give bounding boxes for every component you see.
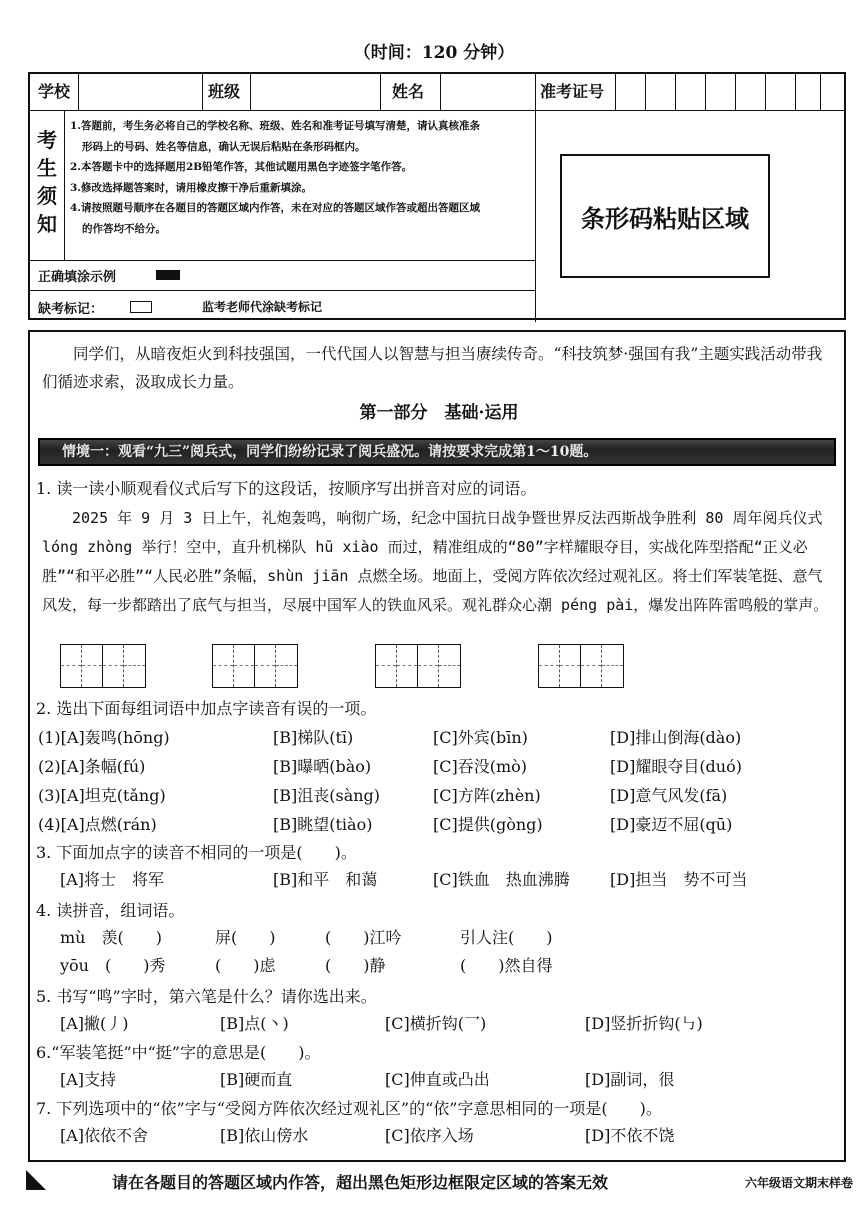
q4-blank[interactable]: 屏( ) [215,928,276,947]
divider [615,74,616,110]
answer-grid-4[interactable] [538,644,624,688]
q5-option[interactable]: [A]撇(丿) [60,1014,129,1033]
q2-option[interactable]: (2)[A]条幅(fú) [38,757,146,776]
q2-option[interactable]: (4)[A]点燃(rán) [38,815,157,834]
notice-line: 3.修改选择题答案时，请用橡皮擦干净后重新填涂。 [70,181,312,194]
exam-no-label: 准考证号 [540,82,605,101]
divider [380,74,381,110]
q7-option[interactable]: [A]依依不舍 [60,1126,149,1145]
notice-line: 形码上的号码、姓名等信息，确认无误后粘贴在条形码框内。 [82,140,366,153]
divider [820,74,821,110]
divider [30,290,535,291]
fill-example-label: 正确填涂示例 [38,270,117,285]
barcode-area: 条形码粘贴区域 [560,154,770,278]
q6-option[interactable]: [D]副词，很 [585,1070,675,1089]
divider [535,74,536,322]
divider [735,74,736,110]
q6-option[interactable]: [B]硬而直 [220,1070,293,1089]
q5-option[interactable]: [D]竖折折钩(㇉) [585,1014,703,1033]
divider [64,110,65,260]
q3-stem: 3. 下面加点字的读音不相同的一项是( )。 [36,843,357,862]
q2-option[interactable]: [B]梯队(tī) [273,728,354,747]
class-field[interactable] [250,74,380,110]
school-label: 学校 [38,82,71,101]
q2-option[interactable]: [C]吞没(mò) [433,757,528,776]
q4-stem: 4. 读拼音，组词语。 [36,901,185,920]
q2-option[interactable]: (3)[A]坦克(tǎng) [38,786,166,805]
q1-stem: 1. 读一读小顺观看仪式后写下的这段话，按顺序写出拼音对应的词语。 [36,479,537,498]
filled-mark-example [156,270,180,280]
q2-option[interactable]: (1)[A]轰鸣(hōng) [38,728,170,747]
context-banner: 情境一：观看“九三”阅兵式，同学们纷纷记录了阅兵盛况。请按要求完成第1～10题。 [38,438,836,466]
q3-option[interactable]: [D]担当 势不可当 [610,870,748,889]
q4-blank[interactable]: ( )虑 [215,956,276,975]
q3-option[interactable]: [A]将士 将军 [60,870,165,889]
notice-line: 2.本答题卡中的选择题用2B铅笔作答，其他试题用黑色字迹签字笔作答。 [70,161,413,173]
divider [645,74,646,110]
q7-option[interactable]: [B]依山傍水 [220,1126,309,1145]
q4-blank[interactable]: ( )然自得 [460,956,553,975]
q2-option[interactable]: [D]耀眼夺目(duó) [610,757,742,776]
answer-area [28,330,846,1162]
absent-label: 缺考标记： [38,302,104,317]
footer-warning: 请在各题目的答题区域内作答，超出黑色矩形边框限定区域的答案无效 [112,1173,609,1192]
q6-option[interactable]: [A]支持 [60,1070,117,1089]
q2-option[interactable]: [B]曝晒(bào) [273,757,372,776]
class-label: 班级 [208,82,241,101]
q5-option[interactable]: [B]点(丶) [220,1014,289,1033]
q7-option[interactable]: [C]依序入场 [385,1126,474,1145]
divider [705,74,706,110]
divider [30,260,535,261]
q2-option[interactable]: [D]排山倒海(dào) [610,728,742,747]
q2-option[interactable]: [B]眺望(tiào) [273,815,373,834]
notice-title: 考生须知 [37,128,57,236]
q4-blank[interactable]: 引人注( ) [460,928,553,947]
q2-option[interactable]: [C]外宾(bīn) [433,728,528,747]
q4-blank[interactable]: ( )江吟 [325,928,402,947]
q2-option[interactable]: [B]沮丧(sàng) [273,786,381,805]
name-label: 姓名 [392,82,425,101]
answer-grid-3[interactable] [375,644,461,688]
notice-line: 的作答均不给分。 [82,222,166,235]
answer-grid-2[interactable] [212,644,298,688]
q2-option[interactable]: [C]提供(gòng) [433,815,543,834]
q3-option[interactable]: [C]铁血 热血沸腾 [433,870,570,889]
q7-option[interactable]: [D]不依不饶 [585,1126,675,1145]
divider [30,110,844,111]
q2-option[interactable]: [D]豪迈不屈(qū) [610,815,733,834]
q5-option[interactable]: [C]横折钩(乛) [385,1014,487,1033]
divider [795,74,796,110]
corner-triangle-icon [26,1170,46,1190]
exam-time: （时间：120 分钟） [353,43,515,63]
paper-name: 六年级语文期末样卷 [745,1176,854,1190]
answer-grid-1[interactable] [60,644,146,688]
name-field[interactable] [440,74,535,110]
divider [202,74,203,110]
q2-stem: 2. 选出下面每组词语中加点字读音有误的一项。 [36,699,377,718]
absent-checkbox[interactable] [130,301,152,313]
q4-blank[interactable]: ( )静 [325,956,386,975]
q2-option[interactable]: [D]意气风发(fā) [610,786,728,805]
q6-option[interactable]: [C]伸直或凸出 [385,1070,490,1089]
q5-stem: 5. 书写“鸣”字时，第六笔是什么？请你选出来。 [36,987,377,1006]
notice-line: 1.答题前，考生务必将自己的学校名称、班级、姓名和准考证号填写清楚，请认真核准条 [70,120,480,132]
divider [765,74,766,110]
q4-blank[interactable]: mù 羡( ) [60,928,162,947]
divider [675,74,676,110]
intro-text: 同学们，从暗夜炬火到科技强国，一代代国人以智慧与担当赓续传奇。“科技筑梦·强国有我”主题实践活动带我们循迹求索，汲取成长力量。 [42,345,823,391]
q4-blank[interactable]: yōu ( )秀 [60,956,166,975]
q3-option[interactable]: [B]和平 和蔼 [273,870,378,889]
notice-line: 4.请按照题号顺序在各题目的答题区域内作答，未在对应的答题区域作答或超出答题区域 [70,202,480,214]
absent-note: 监考老师代涂缺考标记 [202,300,323,314]
header-info-box [28,72,846,320]
part-title: 第一部分 基础·运用 [359,403,519,423]
notice-text [70,116,535,239]
q2-option[interactable]: [C]方阵(zhèn) [433,786,541,805]
q6-stem: 6.“军装笔挺”中“挺”字的意思是( )。 [36,1043,321,1062]
school-field[interactable] [78,74,202,110]
q7-stem: 7. 下列选项中的“依”字与“受阅方阵依次经过观礼区”的“依”字意思相同的一项是( )。 [36,1099,662,1118]
q1-passage: 2025 年 9 月 3 日上午，礼炮轰鸣，响彻广场，纪念中国抗日战争暨世界反法西斯战争胜利 80 周年阅兵仪式 lóng zhòng 举行！空中，直升机梯队 hū xiào 而过，精准组成的“80”字样耀眼夺目，实战化阵型搭配“正义必胜”“和平必胜”“人民必胜”条幅，shùn jiān 点燃全场。地面上，受阅方阵依次经过观礼区。将士们军装笔挺、意气风发，每一步都踏出了底气与担当，尽展中国军人的铁血风采。观礼群众心潮 péng pài，爆发出阵阵雷鸣般的掌声。 [42,509,829,614]
